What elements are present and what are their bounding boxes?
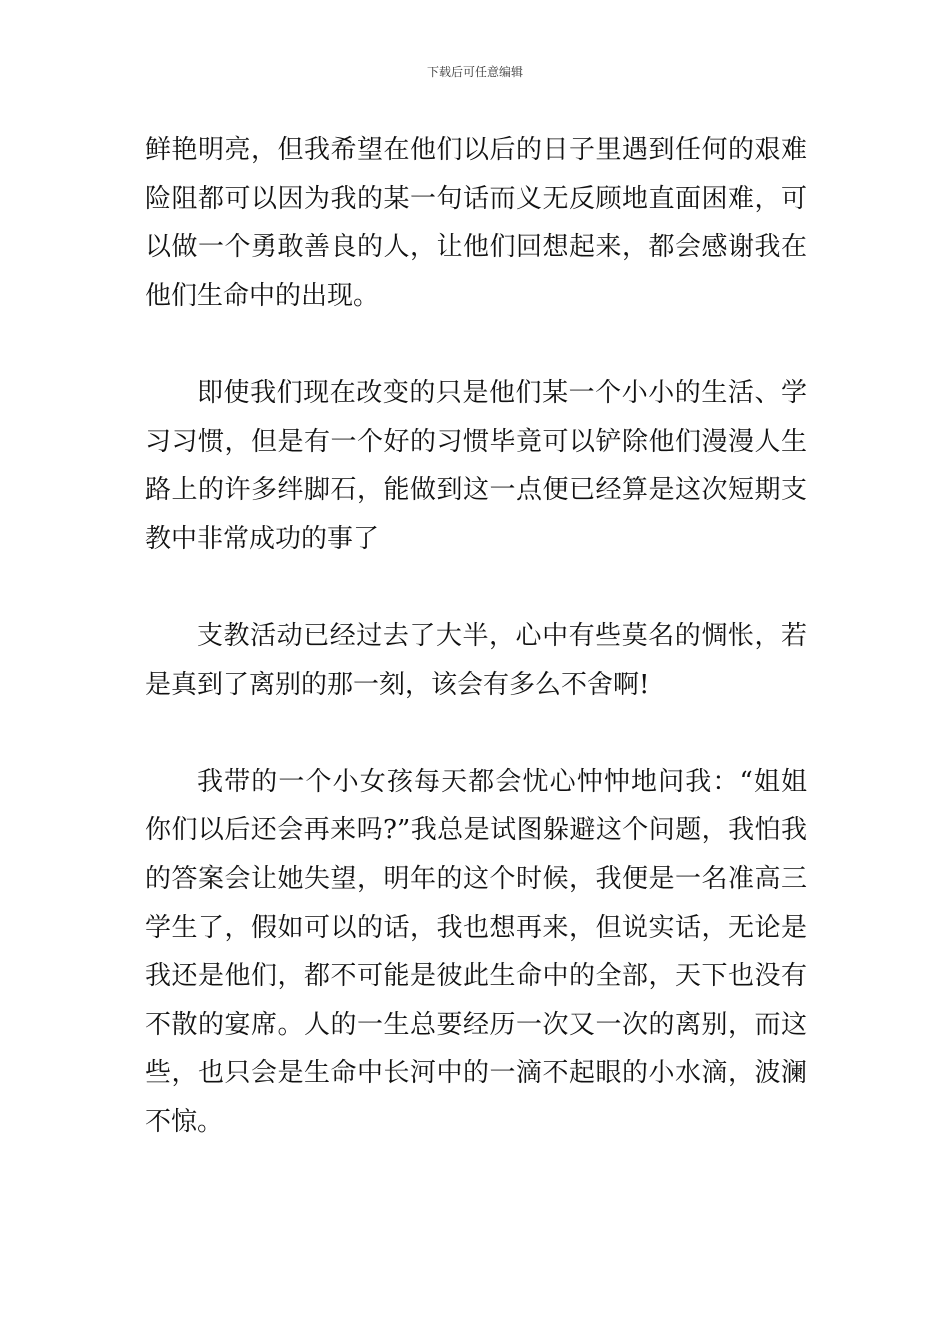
paragraph-4: 我带的一个小女孩每天都会忧心忡忡地问我：“姐姐你们以后还会再来吗?”我总是试图躲避这个问题，我怕我的答案会让她失望，明年的这个时候，我便是一名准高三学生了，假如可以的话，我也想再来，但说实话，无论是我还是他们，都不可能是彼此生命中的全部，天下也没有不散的宴席。人的一生总要经历一次又一次的离别，而这些，也只会是生命中长河中的一滴不起眼的小水滴，波澜不惊。	[145, 766, 807, 1137]
paragraph-3: 支教活动已经过去了大半，心中有些莫名的惆怅，若是真到了离别的那一刻，该会有多么不舍啊!	[145, 620, 807, 700]
paragraph-2: 即使我们现在改变的只是他们某一个小小的生活、学习习惯，但是有一个好的习惯毕竟可以铲除他们漫漫人生路上的许多绊脚石，能做到这一点便已经算是这次短期支教中非常成功的事了	[145, 377, 807, 554]
page-header: 下载后可任意编辑	[426, 65, 523, 79]
document-body	[145, 126, 807, 1146]
paragraph-1: 鲜艳明亮，但我希望在他们以后的日子里遇到任何的艰难险阻都可以因为我的某一句话而义无反顾地直面困难，可以做一个勇敢善良的人，让他们回想起来，都会感谢我在他们生命中的出现。	[145, 135, 807, 311]
